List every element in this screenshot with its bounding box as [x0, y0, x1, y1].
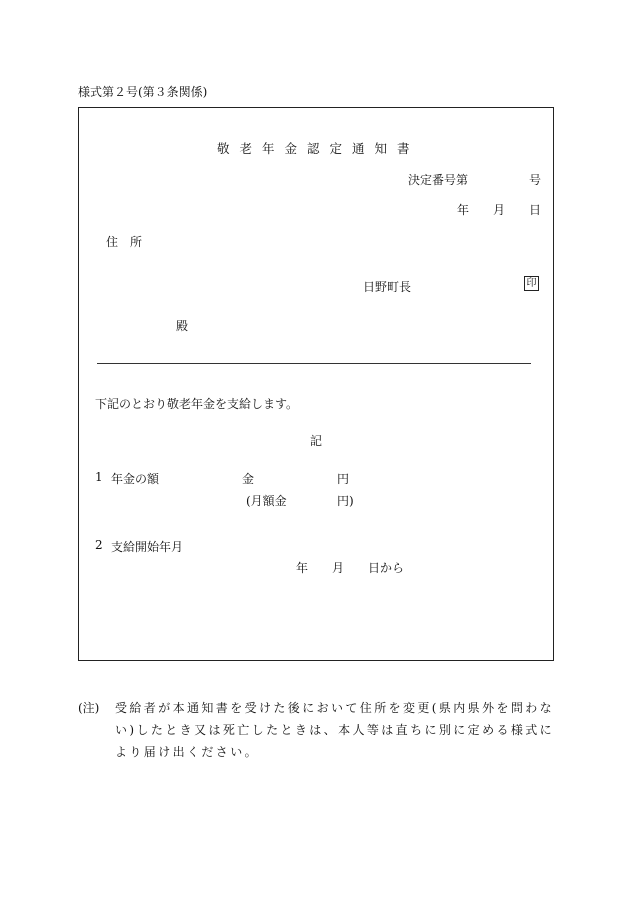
ki-heading: 記: [310, 434, 323, 448]
date-year: 年: [457, 203, 470, 217]
item-2-number: 2: [95, 538, 103, 552]
footnote: [78, 697, 556, 763]
document-title: 敬老年金認定通知書: [217, 141, 420, 156]
item-1-kin: 金: [242, 472, 255, 486]
date-month: 月: [493, 203, 506, 217]
item-2-month: 月: [332, 561, 345, 575]
decision-number-suffix: 号: [529, 173, 542, 187]
item-1-yen: 円: [337, 472, 350, 486]
footnote-label: (注): [78, 701, 100, 715]
intro-text: 下記のとおり敬老年金を支給します。: [95, 397, 299, 411]
decision-number-label: 決定番号第: [408, 173, 469, 187]
item-1-monthly-close: 円): [337, 494, 354, 508]
footnote-text: 受給者が本通知書を受けた後において住所を変更(県内県外を問わない)したとき又は死亡したときは、本人等は直ちに別に定める様式により届け出ください。: [115, 701, 555, 759]
divider-line: [97, 363, 531, 364]
item-2-year: 年: [296, 561, 309, 575]
item-2-from: 日から: [368, 561, 405, 575]
date-day: 日: [529, 203, 542, 217]
issuer-name: 日野町長: [363, 280, 412, 294]
item-1-monthly-open: (月額金: [246, 494, 287, 508]
document-frame: [78, 107, 554, 661]
addressee-suffix: 殿: [176, 319, 189, 333]
item-1-label: 年金の額: [111, 472, 160, 486]
item-2-label: 支給開始年月: [111, 540, 184, 554]
seal-mark: 印: [524, 276, 539, 291]
form-label: 様式第２号(第３条関係): [78, 85, 208, 99]
item-1-number: 1: [95, 470, 103, 484]
address-label: 住 所: [106, 235, 143, 249]
